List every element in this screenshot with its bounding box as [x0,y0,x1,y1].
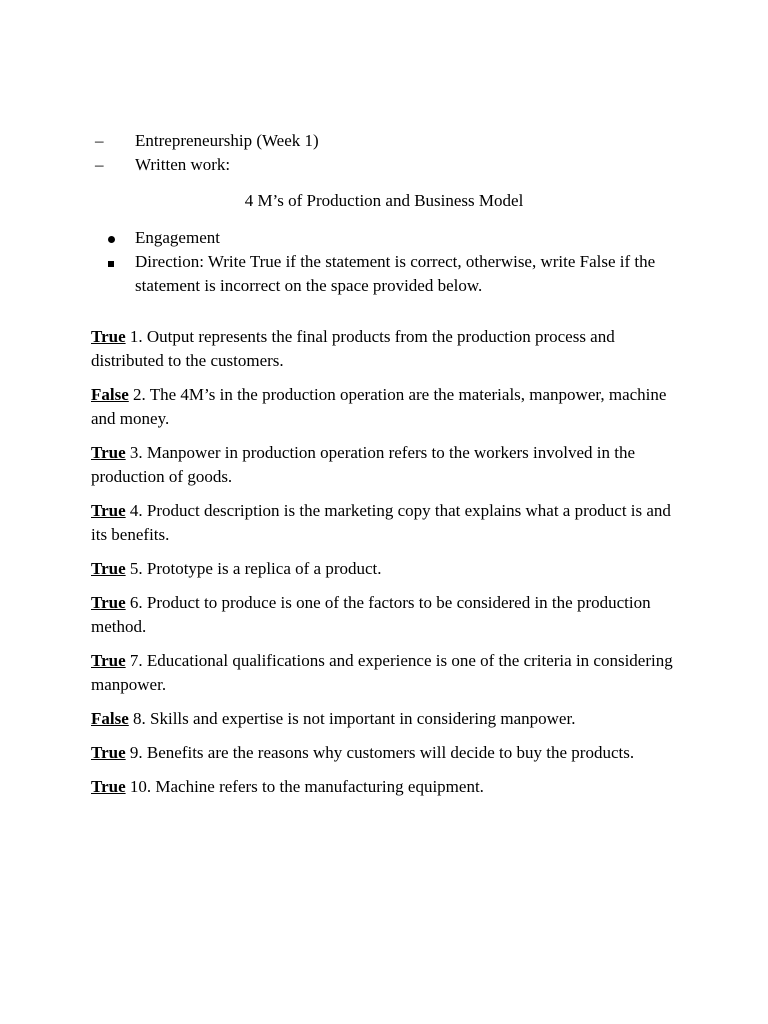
subject-text: Entrepreneurship (Week 1) [135,131,319,150]
question-text: 2. The 4M’s in the production operation are the materials, manpower, machine and money. [91,385,667,428]
bullet-disc-icon [108,226,115,250]
question-text: 7. Educational qualifications and experience is one of the criteria in considering manpower. [91,651,673,694]
question-item [91,591,681,639]
direction-text: Direction: Write True if the statement is correct, otherwise, write False if the statement is incorrect on the space provided below. [135,252,656,295]
question-item [91,383,681,431]
question-item [91,441,681,489]
answer-label: True [91,501,126,520]
answer-label: True [91,559,126,578]
answer-label: True [91,593,126,612]
answer-label: True [91,651,126,670]
dash-marker: – [95,131,104,150]
header-list [95,129,319,177]
work-type-text: Written work: [135,155,231,174]
question-text: 3. Manpower in production operation refers to the workers involved in the production of goods. [91,443,636,486]
question-text: 8. Skills and expertise is not important in considering manpower. [133,709,576,728]
question-text: 4. Product description is the marketing copy that explains what a product is and its benefits. [91,501,671,544]
answer-label: True [91,443,126,462]
header-item-work-type [95,153,319,177]
instruction-list [108,226,688,298]
answer-label: False [91,385,129,404]
bullet-item-direction [108,250,688,298]
question-item [91,649,681,697]
question-item [91,707,681,731]
question-item [91,499,681,547]
answer-label: True [91,327,126,346]
bullet-item-engagement [108,226,688,250]
dash-marker: – [95,155,104,174]
question-text: 9. Benefits are the reasons why customers will decide to buy the products. [129,743,635,762]
document-title: 4 M’s of Production and Business Model [244,191,524,210]
question-text: 5. Prototype is a replica of a product. [129,559,382,578]
bullet-square-icon [108,250,114,274]
question-list [91,325,681,809]
answer-label: True [91,743,126,762]
question-text: 10. Machine refers to the manufacturing equipment. [129,777,484,796]
question-text: 6. Product to produce is one of the factors to be considered in the production method. [91,593,651,636]
question-item [91,775,681,799]
answer-label: True [91,777,126,796]
question-item [91,557,681,581]
header-item-subject [95,129,319,153]
engagement-text: Engagement [135,228,220,247]
answer-label: False [91,709,129,728]
question-item [91,741,681,765]
question-text: 1. Output represents the final products from the production process and distributed to the customers. [91,327,615,370]
question-item [91,325,681,373]
